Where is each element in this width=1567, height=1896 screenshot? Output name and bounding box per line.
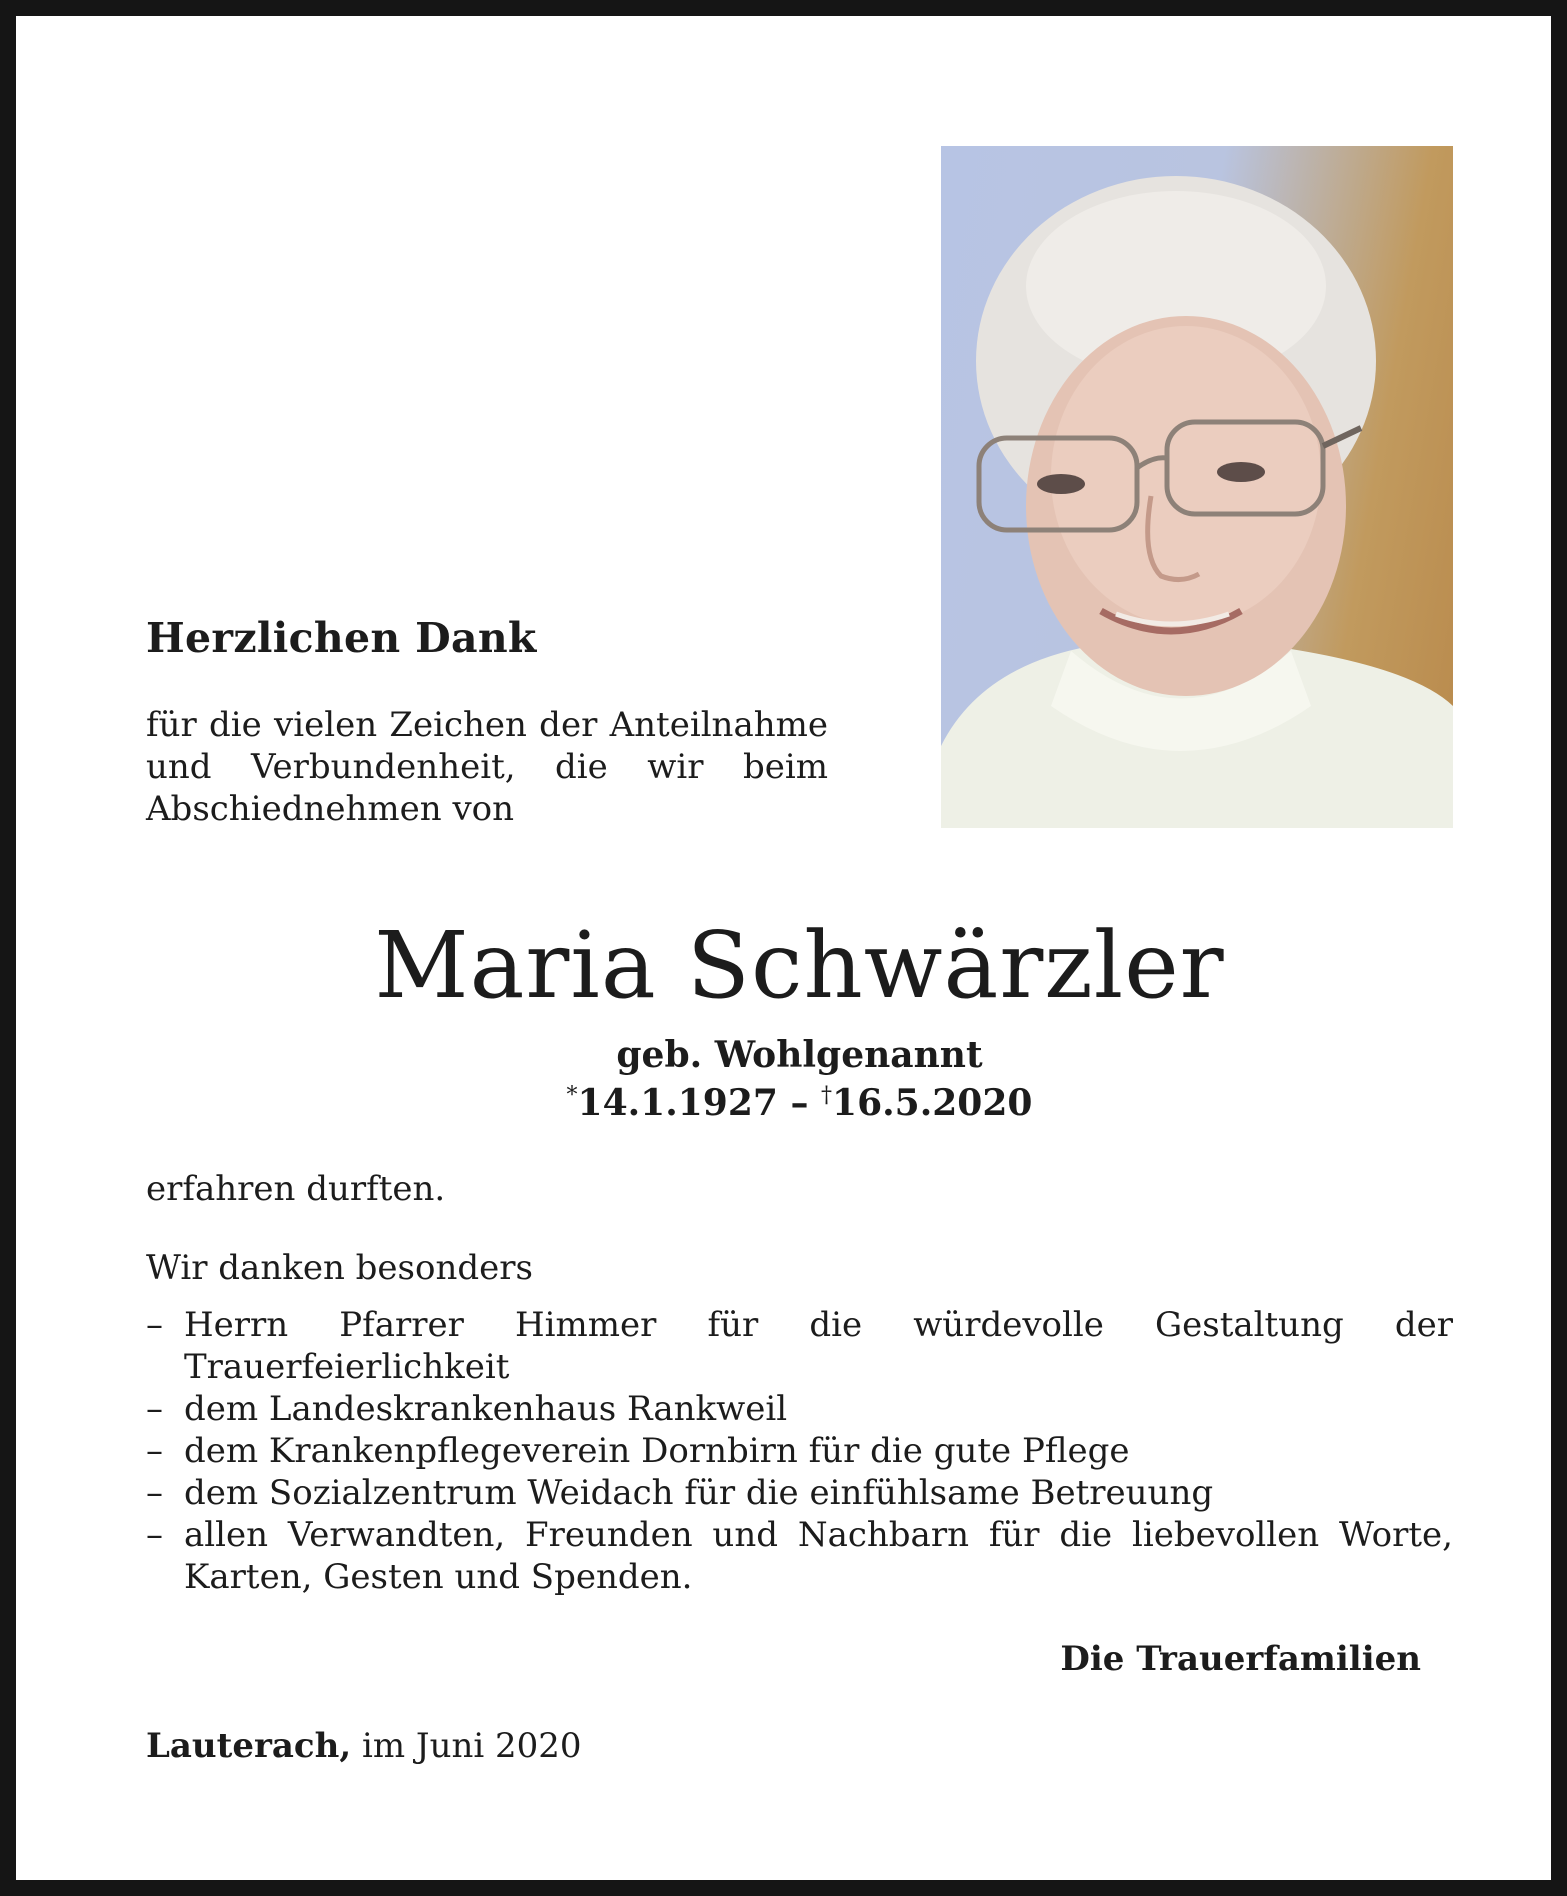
list-dash: – — [146, 1389, 163, 1429]
portrait-photo — [941, 146, 1453, 828]
thanks-item — [146, 1388, 1453, 1430]
thanks-list — [146, 1304, 1453, 1598]
birth-symbol: * — [566, 1083, 578, 1108]
place-and-date — [146, 1726, 582, 1766]
thanks-intro: Wir danken besonders — [146, 1248, 533, 1288]
death-date: 16.5.2020 — [832, 1082, 1033, 1124]
maiden-name: geb. Wohlgenannt — [616, 1034, 983, 1076]
thanks-item — [146, 1514, 1453, 1598]
birth-date: 14.1.1927 — [577, 1082, 778, 1124]
place-date: im Juni 2020 — [351, 1726, 582, 1766]
date-separator: – — [777, 1082, 822, 1124]
list-dash: – — [146, 1431, 163, 1471]
thanks-item-text: Herrn Pfarrer Himmer für die würdevolle Gestaltung der Trauerfeierlichkeit — [184, 1305, 1453, 1387]
thanks-item — [146, 1430, 1453, 1472]
thanks-item-text: allen Verwandten, Freunden und Nachbarn für die liebevollen Worte, Karten, Gesten und Spenden. — [184, 1515, 1453, 1597]
thanks-heading: Herzlichen Dank — [146, 614, 537, 662]
place-town: Lauterach, — [146, 1726, 352, 1766]
life-dates — [16, 1082, 1567, 1124]
thanks-item — [146, 1472, 1453, 1514]
thanks-item-text: dem Landeskrankenhaus Rankweil — [184, 1389, 788, 1429]
thanks-item — [146, 1304, 1453, 1388]
intro-text: für die vielen Zeichen der Anteilnahme und Verbundenheit, die wir beim Abschiednehmen von — [146, 705, 828, 829]
deceased-name: Maria Schwärzler — [374, 912, 1225, 1019]
list-dash: – — [146, 1515, 163, 1555]
thanks-item-text: dem Krankenpflegeverein Dornbirn für die gute Pflege — [184, 1431, 1130, 1471]
list-dash: – — [146, 1305, 163, 1345]
after-name-text: erfahren durften. — [146, 1169, 446, 1209]
list-dash: – — [146, 1473, 163, 1513]
signature: Die Trauerfamilien — [1060, 1639, 1421, 1679]
death-symbol: † — [821, 1083, 833, 1108]
thanks-item-text: dem Sozialzentrum Weidach für die einfühlsame Betreuung — [184, 1473, 1214, 1513]
